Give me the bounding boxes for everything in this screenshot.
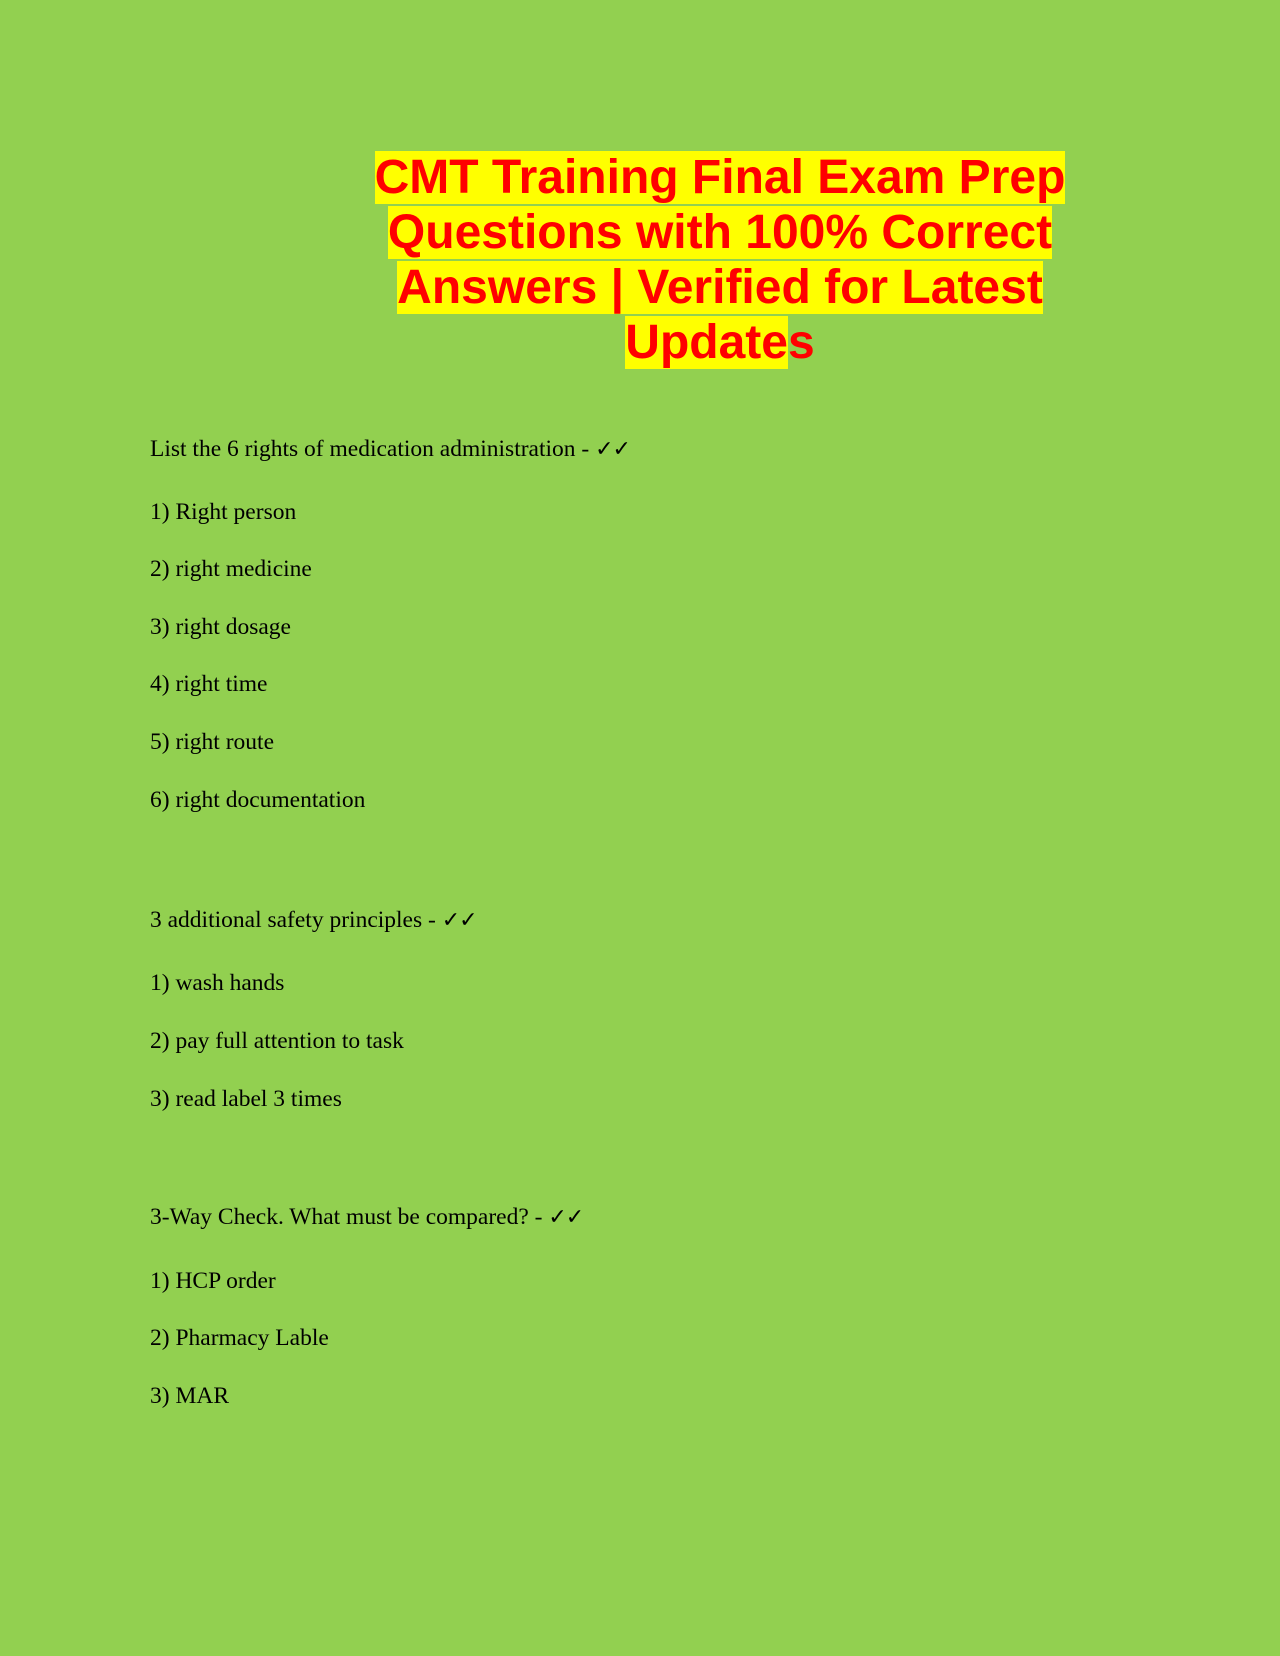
answer-line: 2) Pharmacy Lable [150, 1325, 329, 1351]
title-tail-text: s [787, 316, 815, 369]
answer-line: 2) pay full attention to task [150, 1028, 404, 1054]
question-line [150, 1204, 583, 1231]
question-line [150, 436, 630, 463]
answer-line: 1) wash hands [150, 970, 285, 996]
document-title [355, 150, 1085, 370]
answer-line: 6) right documentation [150, 787, 366, 813]
question-text: List the 6 rights of medication administration - [150, 436, 590, 462]
answer-line: 3) right dosage [150, 614, 291, 640]
answer-line: 1) HCP order [150, 1268, 276, 1294]
answer-line: 4) right time [150, 671, 268, 697]
answer-line: 3) read label 3 times [150, 1086, 342, 1112]
double-check-icon: ✓✓ [441, 908, 477, 933]
question-text: 3 additional safety principles - [150, 907, 436, 933]
double-check-icon: ✓✓ [548, 1205, 584, 1230]
answer-line: 3) MAR [150, 1383, 229, 1409]
answer-line: 1) Right person [150, 499, 297, 525]
double-check-icon: ✓✓ [595, 437, 630, 462]
question-line [150, 907, 477, 934]
question-text: 3-Way Check. What must be compared? - [150, 1204, 543, 1230]
title-highlighted-text: CMT Training Final Exam Prep Questions with 100% Correct Answers | Verified for Latest Update [374, 151, 1066, 369]
answer-line: 2) right medicine [150, 556, 312, 582]
answer-line: 5) right route [150, 729, 274, 755]
